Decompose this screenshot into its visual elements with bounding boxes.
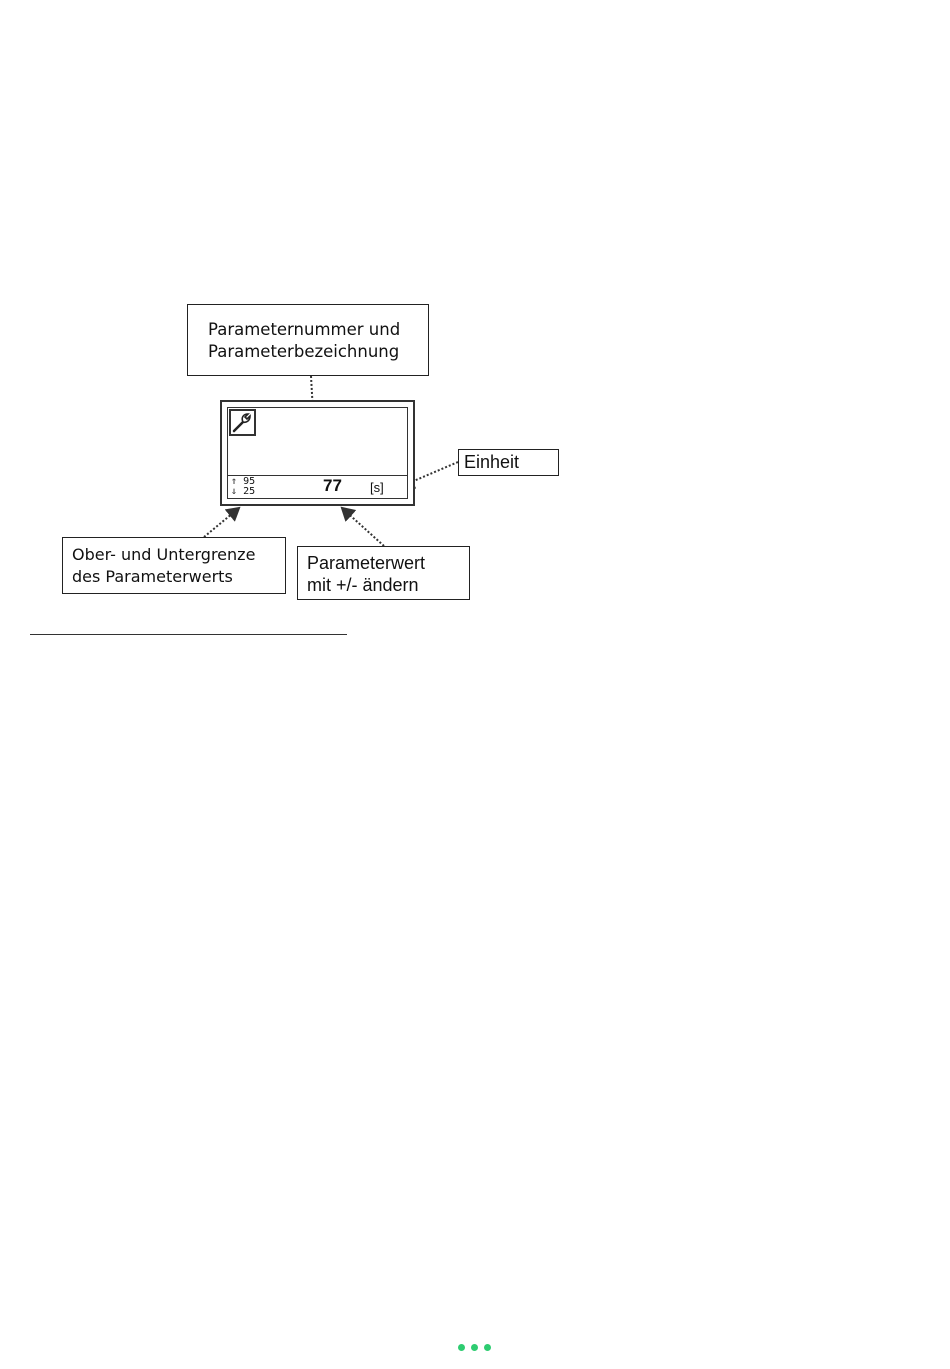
callout-limits-line1: Ober- und Untergrenze <box>72 545 256 564</box>
dot <box>458 1344 465 1351</box>
dot <box>484 1344 491 1351</box>
callout-value-line1: Parameterwert <box>307 553 426 573</box>
down-arrow-icon: ⇓ <box>231 486 238 497</box>
display-screen <box>227 407 408 499</box>
lower-limit <box>231 487 255 497</box>
callout-value-line2: mit +/- ändern <box>307 575 419 595</box>
callout-limits-line2: des Parameterwerts <box>72 567 233 586</box>
lower-limit-value: 25 <box>243 486 256 497</box>
arrow-value <box>342 508 384 546</box>
arrow-limits <box>204 508 239 537</box>
callout-parameter-title-line1: Parameternummer und <box>208 320 401 339</box>
parameter-display <box>220 400 415 506</box>
upper-limit-value: 95 <box>243 476 256 487</box>
limits-readout <box>231 477 255 497</box>
callout-parameter-title <box>187 304 429 376</box>
callout-limits <box>62 537 286 594</box>
up-arrow-icon: ⇑ <box>231 476 238 487</box>
more-dots-icon[interactable] <box>458 1344 491 1351</box>
section-divider <box>30 634 347 635</box>
parameter-value: 77 <box>323 476 342 495</box>
callout-unit <box>458 449 559 476</box>
parameter-unit: [s] <box>370 480 384 495</box>
callout-unit-label: Einheit <box>464 452 520 472</box>
dot <box>471 1344 478 1351</box>
callout-parameter-title-line2: Parameterbezeichnung <box>208 342 400 361</box>
wrench-icon <box>229 409 256 436</box>
callout-value <box>297 546 470 600</box>
